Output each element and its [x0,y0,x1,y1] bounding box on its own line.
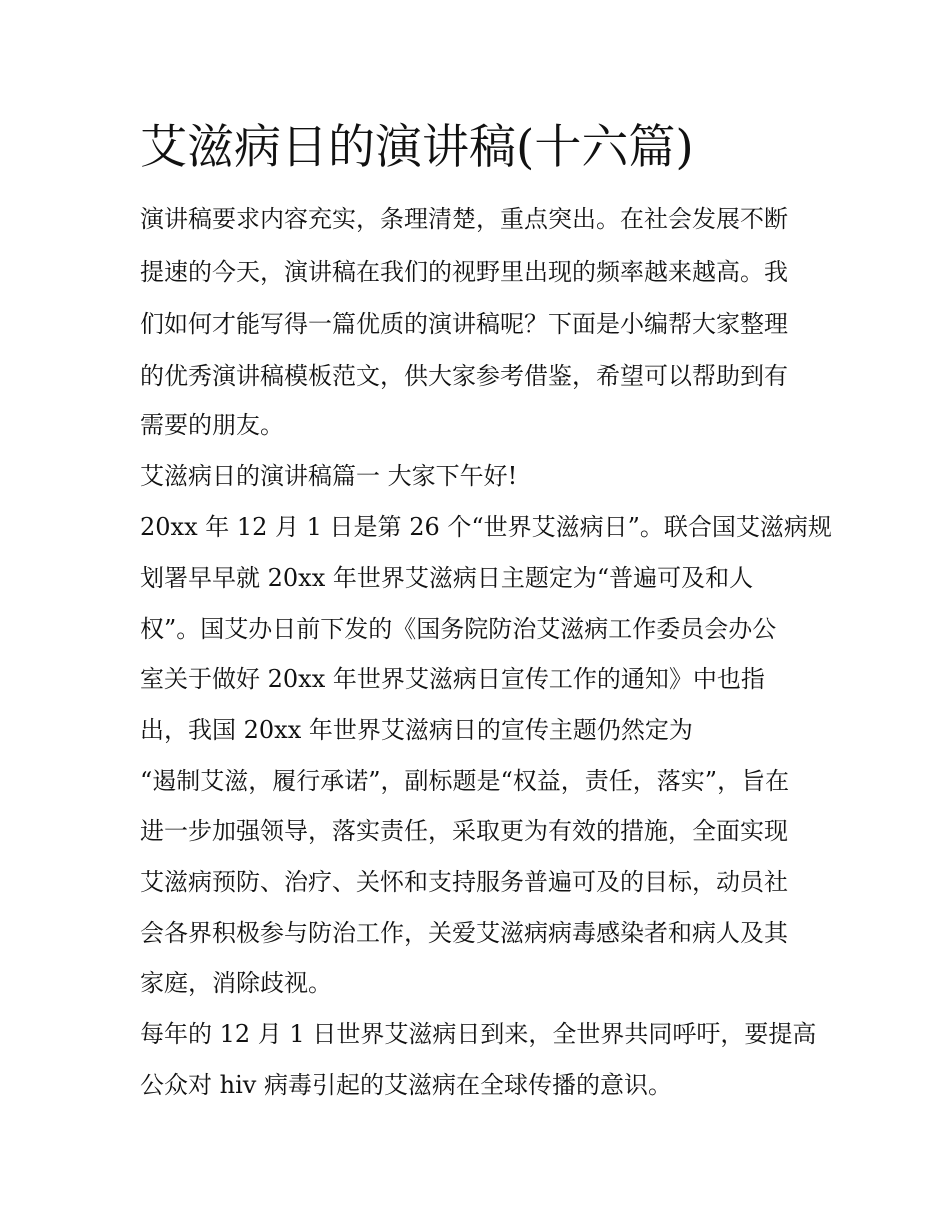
text-line: 室关于做好 20xx 年世界艾滋病日宣传工作的通知》中也指 [140,665,765,693]
text-line: 提速的今天，演讲稿在我们的视野里出现的频率越来越高。我 [140,258,788,286]
text-line: “遏制艾滋，履行承诺”，副标题是“权益，责任，落实”，旨在 [140,767,790,795]
text-line: 每年的 12 月 1 日世界艾滋病日到来，全世界共同呼吁，要提高 [140,1020,817,1048]
text-line: 权”。国艾办日前下发的《国务院防治艾滋病工作委员会办公 [140,615,777,643]
text-line: 艾滋病预防、治疗、关怀和支持服务普遍可及的目标，动员社 [140,868,788,896]
text-line: 公众对 hiv 病毒引起的艾滋病在全球传播的意识。 [140,1071,672,1099]
text-line: 家庭，消除歧视。 [140,969,332,997]
text-line: 需要的朋友。 [140,411,284,439]
text-line: 进一步加强领导，落实责任，采取更为有效的措施，全面实现 [140,817,788,845]
text-line: 的优秀演讲稿模板范文，供大家参考借鉴，希望可以帮助到有 [140,362,788,390]
text-line: 演讲稿要求内容充实，条理清楚，重点突出。在社会发展不断 [140,205,788,233]
text-line: 艾滋病日的演讲稿篇一 大家下午好! [140,462,518,490]
text-line: 划署早早就 20xx 年世界艾滋病日主题定为“普遍可及和人 [140,564,754,592]
text-line: 们如何才能写得一篇优质的演讲稿呢？下面是小编帮大家整理 [140,310,788,338]
text-line: 会各界积极参与防治工作，关爱艾滋病病毒感染者和病人及其 [140,919,788,947]
document-title: 艾滋病日的演讲稿(十六篇) [140,120,694,175]
text-line: 出，我国 20xx 年世界艾滋病日的宣传主题仍然定为 [140,716,693,744]
text-line: 20xx 年 12 月 1 日是第 26 个“世界艾滋病日”。联合国艾滋病规 [140,513,832,541]
